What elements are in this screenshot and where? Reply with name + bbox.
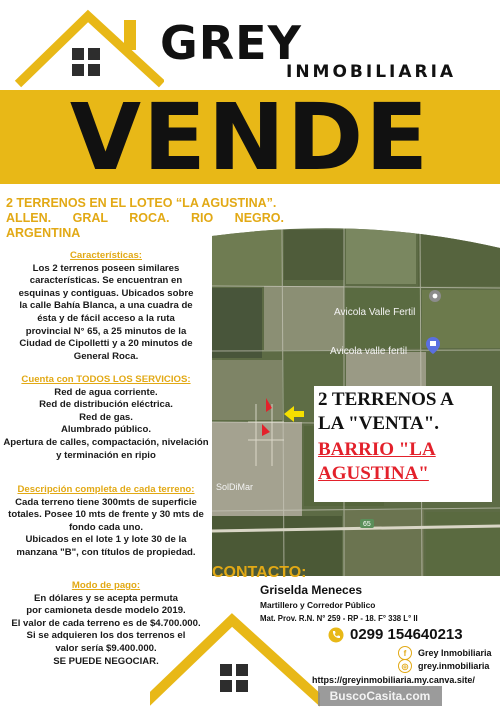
agent-license: Mat. Prov. R.N. N° 259 - RP - 18. F° 338 L° II xyxy=(260,614,418,623)
description-text-2: Ubicados en el lote 1 y lote 30 de la manzana "B", con títulos de propiedad. xyxy=(16,534,196,558)
overlay-line-2: LA "VENTA". xyxy=(318,413,440,434)
map-pin-icon xyxy=(429,290,441,302)
brand-name: GREY xyxy=(160,16,302,70)
phone-icon xyxy=(328,627,344,643)
website-link[interactable]: https://greyinmobiliaria.my.canva.site/ xyxy=(312,675,475,685)
service-item: Red de agua corriente. xyxy=(54,386,158,398)
phone-number[interactable]: 0299 154640213 xyxy=(350,626,463,643)
overlay-line-4: AGUSTINA" xyxy=(318,463,429,484)
facebook-handle[interactable]: Grey Inmobiliaria xyxy=(418,648,492,658)
services-section xyxy=(2,374,210,462)
overlay-line-1: 2 TERRENOS A xyxy=(318,389,454,410)
facebook-icon: f xyxy=(398,646,412,660)
payment-text-2: El valor de cada terreno es de $4.700.000. xyxy=(11,617,201,629)
service-item: Apertura de calles, compactación, nivelación y terminación en ripio xyxy=(3,436,209,461)
contact-heading: CONTACTO: xyxy=(212,564,307,581)
banner-word: VENDE xyxy=(69,84,431,191)
description-heading: Descripción completa de cada terreno: xyxy=(17,484,195,495)
features-heading: Características: xyxy=(70,250,142,261)
payment-text-3: Si se adquieren los dos terrenos el valor sería $9.400.000. xyxy=(26,630,186,654)
services-heading: Cuenta con TODOS LOS SERVICIOS: xyxy=(21,374,191,385)
logo-house-icon xyxy=(14,6,164,88)
instagram-row[interactable] xyxy=(398,659,489,673)
phone-row[interactable] xyxy=(328,626,463,643)
title-line-2: ALLEN. GRAL ROCA. RIO NEGRO. xyxy=(6,211,284,225)
brand-subtitle: INMOBILIARIA xyxy=(286,62,457,82)
description-section xyxy=(2,484,210,560)
payment-text-1: En dólares y se acepta permuta por camioneta desde modelo 2019. xyxy=(26,592,186,617)
watermark: BuscoCasita.com xyxy=(318,686,442,706)
instagram-handle[interactable]: grey.inmobiliaria xyxy=(418,661,490,671)
agent-role: Martillero y Corredor Público xyxy=(260,600,376,610)
agent-name: Griselda Meneces xyxy=(260,583,363,597)
title-line-1: 2 TERRENOS EN EL LOTEO “LA AGUSTINA”. xyxy=(6,196,277,210)
payment-text-4: SE PUEDE NEGOCIAR. xyxy=(53,655,159,667)
description-text-1: Cada terreno tiene 300mts de superficie totales. Posee 10 mts de frente y 30 mts de fondo cada uno. xyxy=(8,496,204,533)
service-item: Red de gas. xyxy=(79,411,133,423)
payment-heading: Modo de pago: xyxy=(71,580,141,591)
title-line-3: ARGENTINA xyxy=(6,226,81,240)
route-badge: 65 xyxy=(363,521,371,528)
facebook-row[interactable] xyxy=(398,646,492,660)
overlay-line-3: BARRIO "LA xyxy=(318,439,436,460)
instagram-icon: ◎ xyxy=(398,659,412,673)
features-text: Los 2 terrenos poseen similares características. Se encuentran en esquinas y contiguas. Ubicados sobre la calle Bahía Blanca, a una cuadra de ésta y de fácil acceso a la ruta provincial N° 65, a 25 minutos de la Ciudad de Cipolletti y a 20 minutos de General Roca. xyxy=(18,262,194,362)
map-label-1: Avicola Valle Fertil xyxy=(334,307,416,318)
map-label-3: SolDiMar xyxy=(216,482,254,492)
map-label-2: Avicola valle fertil xyxy=(330,346,408,357)
features-section xyxy=(2,250,210,363)
service-item: Red de distribución eléctrica. xyxy=(39,399,173,411)
service-item: Alumbrado público. xyxy=(60,424,152,436)
